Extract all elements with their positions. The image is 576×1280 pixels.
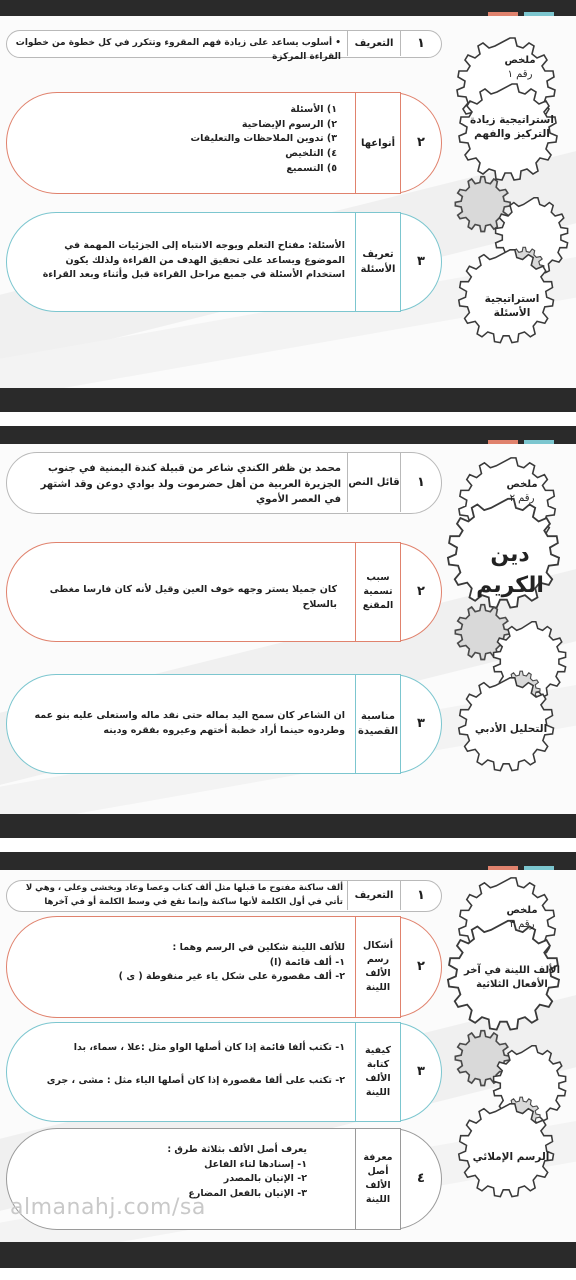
slide-3-row-3 [6,1022,442,1122]
row-list [45,941,345,985]
list-item: ٢) الرسوم الإيضاحية [241,118,337,130]
gear-label-upper-2: دين الكريم [476,542,544,598]
gear-label-lower-1: استراتيجية الأسئلة [484,293,540,320]
row-number: ٣ [417,254,425,269]
row-label: أنواعها [355,92,401,194]
gear-label-lower-2: التحليل الأدبي [474,723,548,735]
row-label: أشكال رسم الألف اللينة [355,916,401,1018]
row-number: ٣ [417,1064,425,1079]
summary-title-1: ملخص رقم ١ [504,55,536,80]
list-item: ١- ألف قائمة (ا) [269,956,345,968]
gear-label-upper-1: استراتيجية زيادة التركيز والفهم [470,114,554,141]
list-item: ٥) التسميع [286,162,337,174]
list-item: ٢- تكتب على ألفا مقصورة إذا كان أصلها الياء مثل : مشى ، جرى [46,1074,345,1086]
slide-2-row-1 [6,452,442,514]
row-text: الأسئلة: مفتاح التعلم ويوجه الانتباه إلى الجزئيات المهمة في الموضوع ويساعد على تحقيق الهدف من القراءة ولذلك يكون استخدام الأسئلة في جميع مراحل القراءة قبل وأثناء وبعد القراءة [42,240,345,281]
slide-1-bottom-bar [0,388,576,412]
row-label: التعريف [354,890,394,901]
slide-2-top-bar [0,426,576,444]
row-number: ٢ [417,584,425,599]
row-text: • أسلوب يساعد على زيادة فهم المقروء وتتكرر في كل خطوة من خطوات القراءة المركزة [15,38,341,62]
row-label: سبب تسمية المقنع [355,542,401,642]
row-label: كيفية كتابة الألف اللينة [355,1022,401,1122]
slide-2-row-3 [6,674,442,774]
list-item: ١- تكتب ألفا قائمة إذا كان أصلها الواو مثل :علا ، سماء، بدا [73,1042,345,1053]
row-label: قائل النص [348,477,400,488]
row-number: ٤ [417,1171,425,1186]
list-item: ٢- الإتيان بالمصدر [223,1173,307,1185]
slide-1-top-bar [0,0,576,16]
slide-2-bottom-bar [0,814,576,838]
row-number: ٢ [417,959,425,974]
list-item: للألف اللينة شكلين في الرسم وهما : [172,942,345,953]
slide-2-row-2 [6,542,442,642]
row-label: مناسبة القصيدة [355,674,401,774]
row-list [25,1041,345,1088]
list-item: ٣- الإتيان بالفعل المضارع [188,1188,307,1200]
list-item: ٣) تدوين الملاحظات والتعليقات [190,133,337,145]
summary-title-3: ملخص رقم ٣ [506,905,538,930]
row-list [107,1143,307,1202]
summary-title-2: ملخص رقم ٢ [506,479,538,504]
list-item: ١) الأسئلة [290,104,337,115]
row-text: ان الشاعر كان سمح اليد بماله حتى نفد ماله واستعلى عليه بنو عمه وطردوه حينما أراد خطبة أختهم وعيروه بفقره ودينه [34,710,345,736]
slide-3-bottom-bar [0,1242,576,1268]
list-item: ٢- ألف مقصورة على شكل ياء غير منقوطة ( ى ) [118,971,345,983]
row-number: ١ [417,888,425,903]
list-item: يعرف أصل الألف بثلاثة طرق : [167,1144,307,1155]
slide-1-row-1 [6,30,442,62]
row-text: كان جميلا يستر وجهه خوف العين وقيل لأنه كان فارسا مغطى بالسلاح [49,584,337,610]
row-number: ٣ [417,716,425,731]
row-number: ١ [417,475,425,490]
slide-3-row-1 [6,880,442,912]
slide-3-row-2 [6,916,442,1018]
watermark: almanahj.com/sa [10,1195,206,1220]
slide-1-row-3 [6,212,442,312]
row-text: محمد بن ظفر الكندي شاعر من قبيلة كندة اليمنية في جنوب الجزيرة العربية من أهل حضرموت ولد بوادي دوعن وقد اشتهر في العصر الأموي [40,463,341,505]
row-number: ١ [417,36,425,51]
row-list [107,103,337,177]
list-item: ١- إسنادها لتاء الفاعل [204,1158,307,1170]
list-item: ٤) التلخيص [285,148,337,160]
row-label: التعريف [354,38,394,49]
slide-3-top-bar [0,852,576,870]
row-text: ألف ساكنة مفتوح ما قبلها مثل ألف كتاب وعصا وعاد ويخشى وعلى ، وهي لا تأتي في أول الكلمة لأنها ساكنة وإنما تقع في وسط الكلمة أو في آخرها [25,883,343,907]
row-number: ٢ [417,135,425,150]
row-label: تعريف الأسئلة [355,212,401,312]
row-label: معرفة أصل الألف اللينة [355,1128,401,1230]
gear-label-lower-3: الرسم الإملائي [472,1151,550,1163]
gear-label-upper-3: الألف اللينة في آخر الأفعال الثلاثية [464,965,560,990]
slide-1-row-2 [6,92,442,194]
